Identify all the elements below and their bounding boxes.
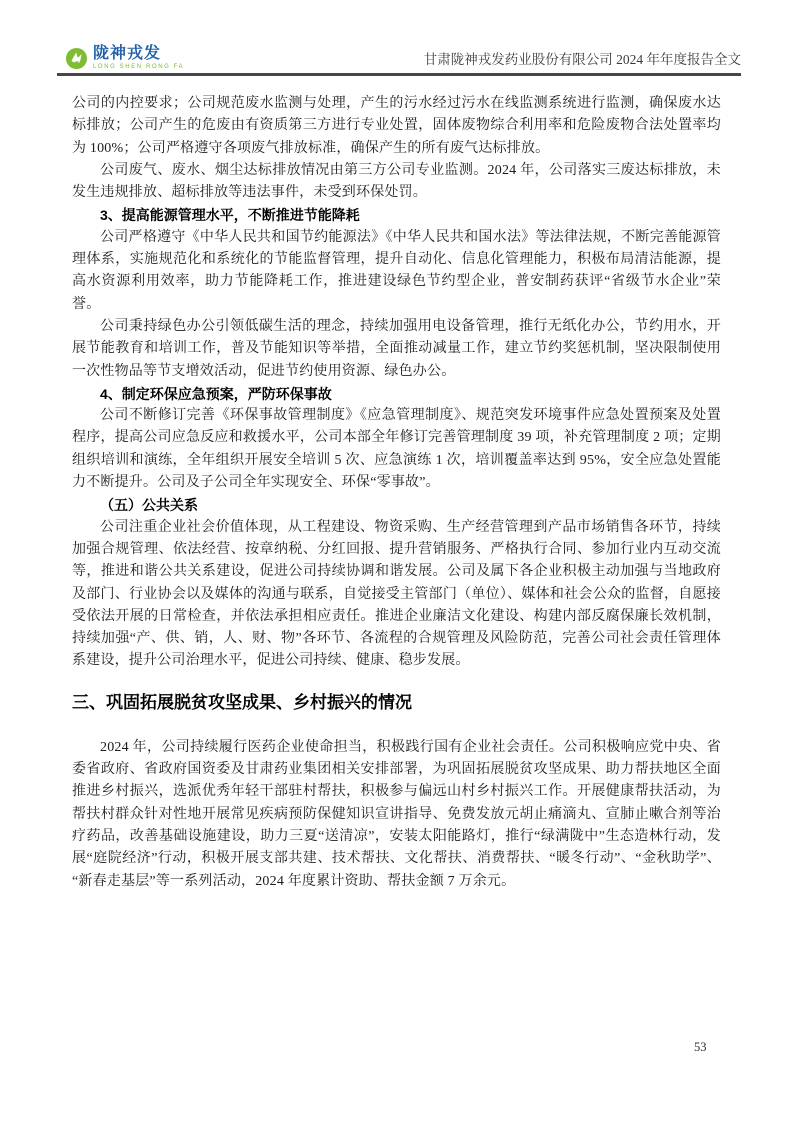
body: 公司秉持绿色办公引领低碳生活的理念，持续加强用电设备管理，推行无纸化办公，节约用水，开展节能教育和培训工作，普及节能知识等举措，全面推动减量工作，建立节约奖惩机制，坚决限制使用一次性物品等节支增效活动，促进节约使用资源、绿色办公。 (72, 318, 721, 379)
company-logo (65, 46, 184, 70)
page-number: 53 (694, 1040, 707, 1054)
sub-heading: 3、提高能源管理水平，不断推进节能降耗 (100, 207, 360, 224)
body: 2024 年，公司持续履行医药企业使命担当，积极践行国有企业社会责任。公司积极响应党中央、省委省政府、省政府国资委及甘肃药业集团相关安排部署，为巩固拓展脱贫攻坚成果、助力帮扶地区全面推进乡村振兴，选派优秀年轻干部驻村帮扶，积极参与偏远山村乡村振兴工作。开展健康帮扶活动，为帮扶村群众针对性地开展常见疾病预防保健知识宣讲指导、免费发放元胡止痛滴丸、宣肺止嗽合剂等治疗药品，改善基础设施建设，助力三夏“送清凉”，安装太阳能路灯，推行“绿满陇中”生态造林行动，发展“庭院经济”行动，积极开展支部共建、技术帮扶、文化帮扶、消费帮扶、“暖冬行动”、“金秋助学”、“新春走基层”等一系列活动，2024 年度累计资助、帮扶金额 7 万余元。 (72, 739, 721, 889)
body: 公司严格遵守《中华人民共和国节约能源法》《中华人民共和国水法》等法律法规，不断完善能源管理体系，实施规范化和系统化的节能监督管理，提升自动化、信息化管理能力，积极布局清洁能源，提高水资源利用效率，助力节能降耗工作，推进建设绿色节约型企业，普安制药获评“省级节水企业”荣誉。 (72, 229, 721, 312)
document-body (72, 93, 721, 893)
body: 公司不断修订完善《环保事故管理制度》《应急管理制度》、规范突发环境事件应急处置预案及处置程序，提高公司应急反应和救援水平，公司本部全年修订完善管理制度 39 项，补充管理制度 2 项；定期组织培训和演练，全年组织开展安全培训 5 次、应急演练 1 次，培训覆盖率达到 95%，安全应急处置能力不断提升。公司及子公司全年实现安全、环保“零事故”。 (72, 408, 721, 491)
body: 公司注重企业社会价值体现，从工程建设、物资采购、生产经营管理到产品市场销售各环节，持续加强合规管理、依法经营、按章纳税、分红回报、提升营销服务、严格执行合同、参加行业内互动交流等，推进和谐公共关系建设，促进公司持续协调和谐发展。公司及属下各企业积极主动加强与当地政府及部门、行业协会以及媒体的沟通与联系，自觉接受主管部门（单位）、媒体和社会公众的监督，自愿接受依法开展的日常检查，并依法承担相应责任。推进企业廉洁文化建设、构建内部反腐保廉长效机制，持续加强“产、供、销，人、财、物”各环节、各流程的合规管理及风险防范，完善公司社会责任管理体系建设，提升公司治理水平，促进公司持续、健康、稳步发展。 (72, 519, 721, 669)
logo-text-cn: 陇神戎发 (93, 45, 162, 62)
report-title: 甘肃陇神戎发药业股份有限公司 2024 年年度报告全文 (423, 52, 741, 67)
logo-text-en: LONG SHEN RONG FA (93, 64, 185, 70)
sub-heading: （五）公共关系 (100, 497, 198, 514)
sub-heading: 4、制定环保应急预案，严防环保事故 (100, 385, 332, 402)
logo-text (93, 46, 184, 70)
body: 公司废气、废水、烟尘达标排放情况由第三方公司专业监测。2024 年，公司落实三废达标排放，未发生违规排放、超标排放等违法事件，未受到环保处罚。 (72, 162, 721, 201)
page-header (57, 46, 741, 76)
logo-icon (65, 47, 88, 70)
body: 公司的内控要求；公司规范废水监测与处理，产生的污水经过污水在线监测系统进行监测，确保废水达标排放；公司产生的危废由有资质第三方进行专业处置，固体废物综合利用率和危险废物合法处置率均为 100%；公司严格遵守各项废气排放标准，确保产生的所有废气达标排放。 (72, 96, 721, 156)
section-heading: 三、巩固拓展脱贫攻坚成果、乡村振兴的情况 (72, 692, 412, 712)
